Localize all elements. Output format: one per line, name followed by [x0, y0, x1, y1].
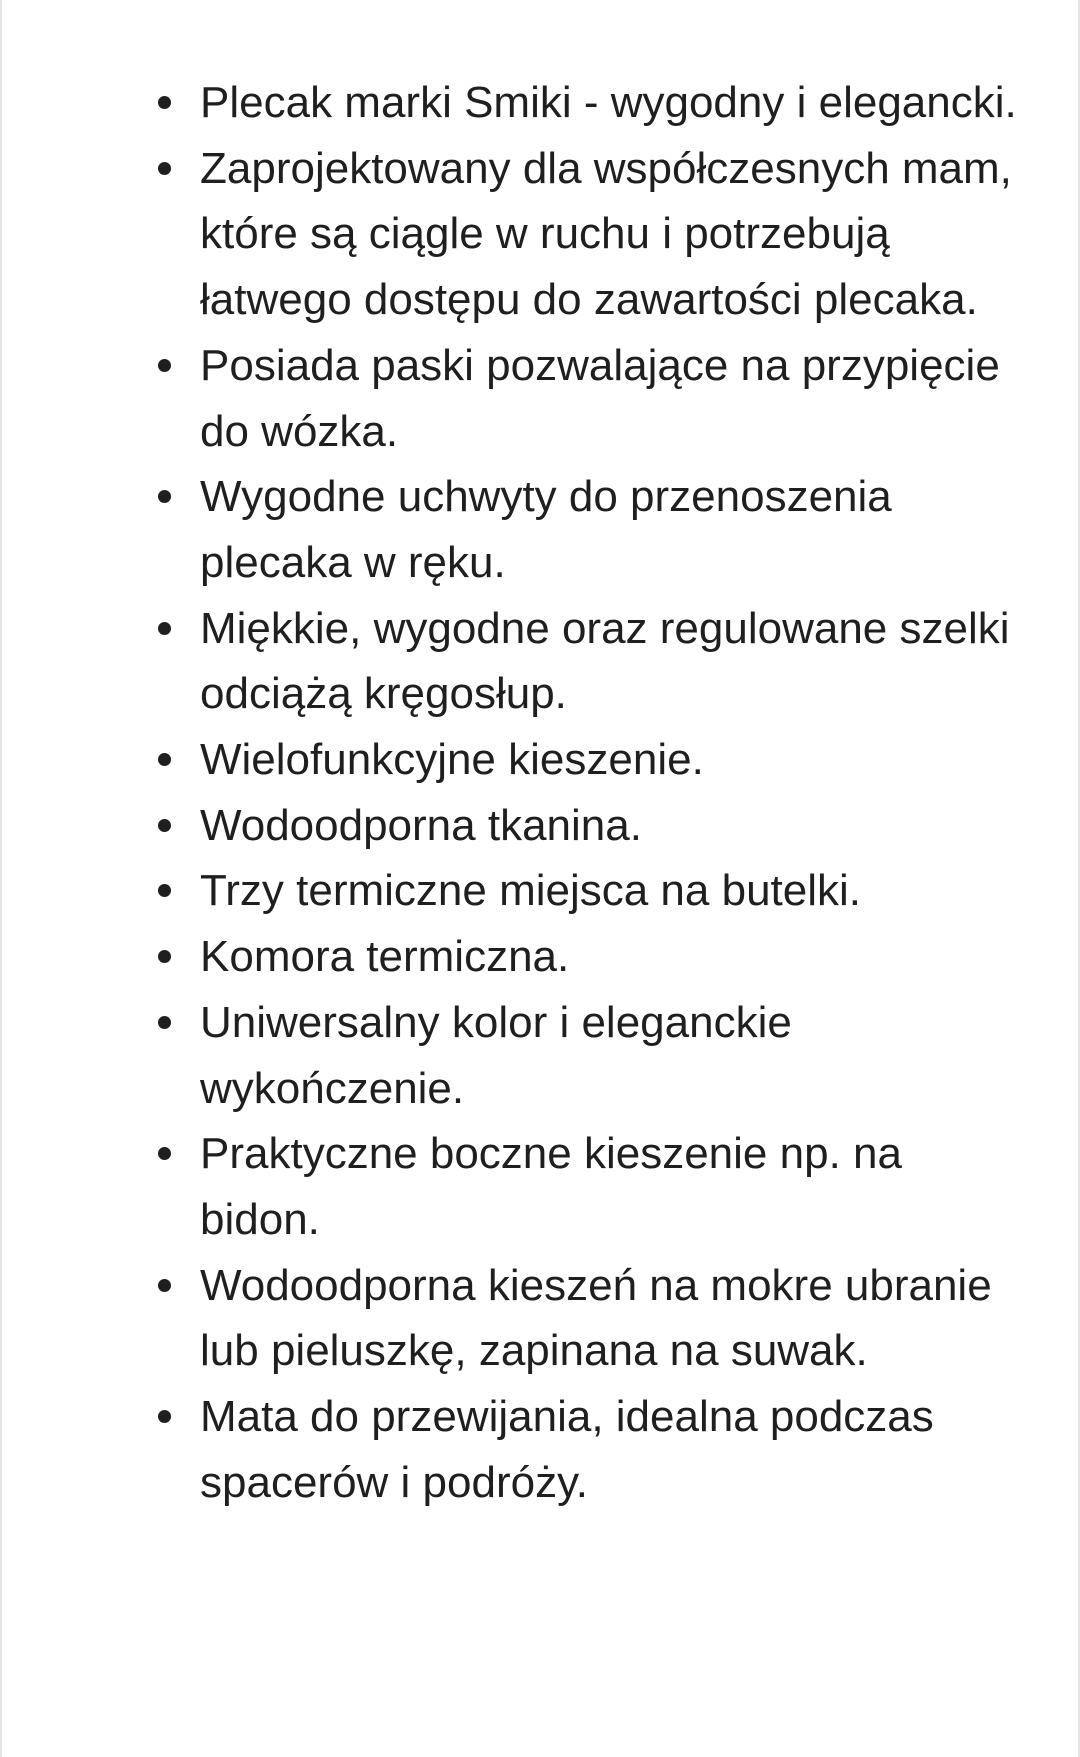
bullet-icon [158, 753, 171, 766]
list-item-text: Komora termiczna. [200, 932, 570, 982]
bullet-icon [158, 1016, 171, 1029]
list-item [200, 990, 1020, 1121]
list-item [200, 727, 1020, 793]
feature-list [200, 70, 1020, 1515]
bullet-icon [158, 1147, 171, 1160]
list-item-text: Uniwersalny kolor i eleganckie wykończenie. [200, 997, 792, 1113]
bullet-icon [158, 1410, 171, 1423]
list-item [200, 333, 1020, 464]
list-item-text: Wygodne uchwyty do przenoszenia plecaka w ręku. [200, 472, 892, 587]
bullet-icon [158, 96, 171, 109]
list-item [200, 464, 1020, 595]
bullet-icon [158, 950, 171, 963]
list-item [200, 1121, 1020, 1252]
bullet-icon [158, 490, 171, 503]
list-item [200, 136, 1020, 333]
bullet-icon [158, 819, 171, 832]
list-item [200, 1384, 1020, 1515]
list-item [200, 858, 1020, 924]
bullet-icon [158, 884, 171, 897]
bullet-icon [158, 622, 171, 635]
bullet-icon [158, 359, 171, 372]
list-item-text: Mata do przewijania, idealna podczas spacerów i podróży. [200, 1392, 934, 1507]
list-item [200, 596, 1020, 727]
list-item-text: Wodoodporna tkanina. [200, 800, 642, 850]
list-item-text: Plecak marki Smiki - wygodny i elegancki. [200, 78, 1017, 127]
list-item [200, 1253, 1020, 1384]
left-border-line [0, 0, 2, 1757]
list-item [200, 793, 1020, 859]
list-item [200, 70, 1020, 136]
list-item-text: Trzy termiczne miejsca na butelki. [200, 866, 862, 916]
list-item [200, 924, 1020, 990]
bullet-icon [158, 162, 171, 175]
bullet-icon [158, 1279, 171, 1292]
list-item-text: Zaprojektowany dla współczesnych mam, które są ciągle w ruchu i potrzebują łatwego dostępu do zawartości plecaka. [200, 143, 1012, 325]
list-item-text: Miękkie, wygodne oraz regulowane szelki odciążą kręgosłup. [200, 603, 1010, 719]
list-item-text: Praktyczne boczne kieszenie np. na bidon. [200, 1129, 902, 1244]
list-item-text: Wodoodporna kieszeń na mokre ubranie lub pieluszkę, zapinana na suwak. [200, 1260, 992, 1376]
list-item-text: Posiada paski pozwalające na przypięcie do wózka. [200, 340, 1000, 456]
list-item-text: Wielofunkcyjne kieszenie. [200, 735, 704, 785]
